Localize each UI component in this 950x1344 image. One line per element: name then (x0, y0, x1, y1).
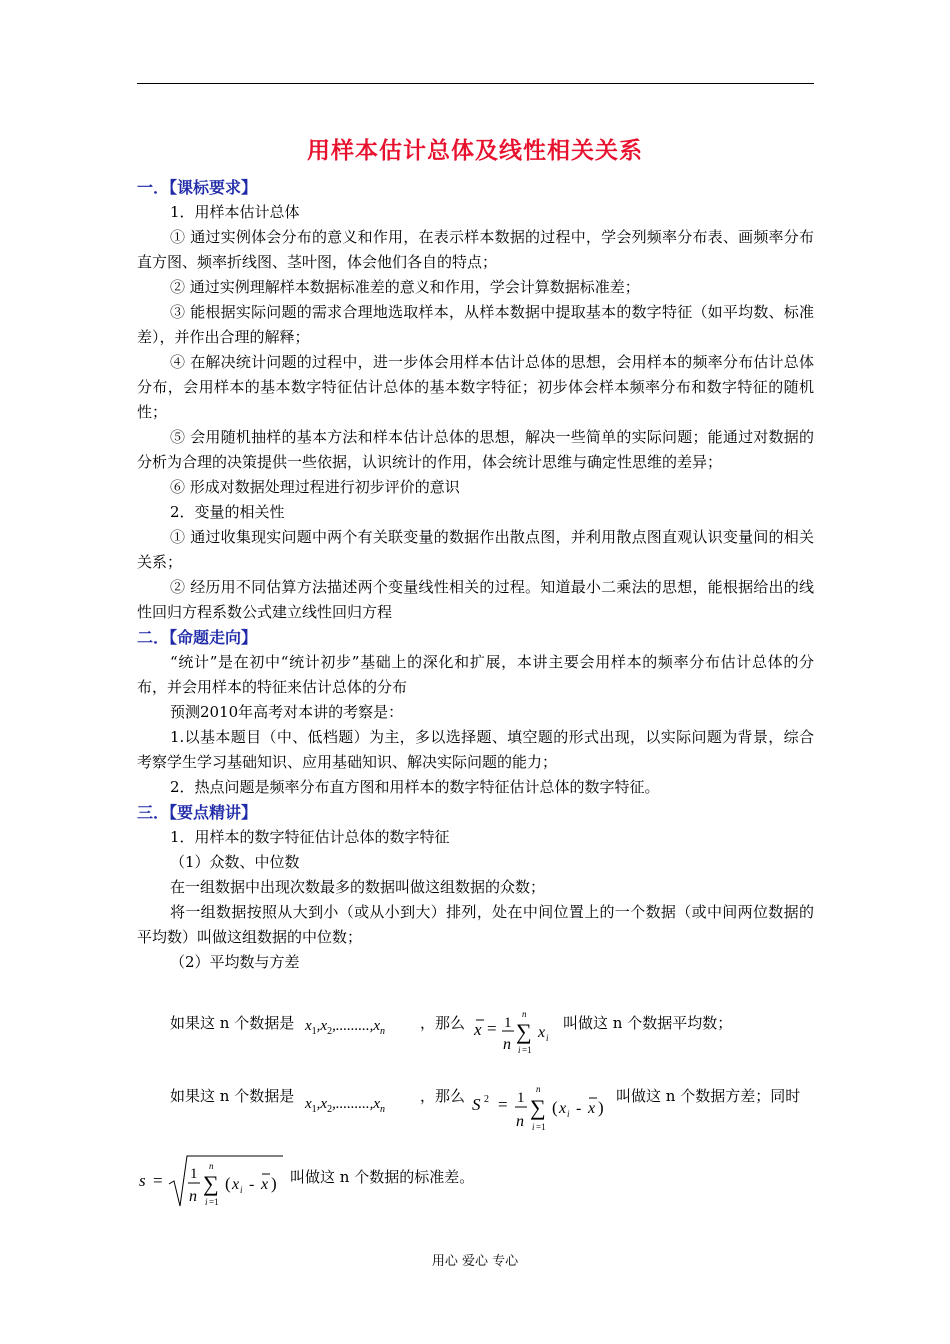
svg-text:=1: =1 (522, 1045, 532, 1055)
svg-text:i: i (240, 1185, 243, 1195)
document-title: 用样本估计总体及线性相关关系 (307, 138, 643, 164)
svg-text:x: x (474, 1020, 482, 1039)
section-heading: 一．【课标要求】 (137, 178, 258, 197)
svg-text:=: = (487, 1019, 497, 1038)
paragraph: 2．热点问题是频率分布直方图和用样本的数字特征估计总体的数字特征。 (170, 778, 660, 796)
svg-text:=1: =1 (209, 1197, 219, 1207)
svg-text:): ) (598, 1098, 604, 1117)
svg-text:(: ( (225, 1174, 231, 1193)
svg-text:i: i (567, 1109, 570, 1119)
formula-std-suffix: 叫做这 n 个数据的标准差。 (290, 1168, 475, 1186)
svg-text:=: = (153, 1171, 163, 1190)
formula-variance-expression (470, 1080, 615, 1136)
formula-mean-data-list: $x_1,x_2,.........,x_n$ (305, 1018, 386, 1037)
formula-variance-prefix: 如果这 n 个数据是 (170, 1087, 295, 1105)
svg-text:=1: =1 (536, 1122, 546, 1132)
paragraph: 在一组数据中出现次数最多的数据叫做这组数据的众数； (170, 878, 546, 896)
svg-text:n: n (503, 1036, 511, 1053)
section-heading: 二．【命题走向】 (137, 628, 258, 647)
svg-text:-: - (576, 1100, 582, 1117)
paragraph: “统计”是在初中“统计初步”基础上的深化和扩展，本讲主要会用样本的频率分布估计总体的分布，并会用样本的特征来估计总体的分布 (137, 653, 814, 696)
svg-text:x: x (559, 1100, 567, 1117)
paragraph: ② 通过实例理解样本数据标准差的意义和作用，学会计算数据标准差； (170, 278, 640, 296)
formula-std-expression (137, 1150, 287, 1212)
svg-text:i: i (518, 1045, 521, 1055)
formula-mean-expression (470, 1005, 560, 1061)
formula-variance-data-list: $x_1,x_2,.........,x_n$ (305, 1096, 386, 1115)
paragraph: ⑤ 会用随机抽样的基本方法和样本估计总体的思想，解决一些简单的实际问题；能通过对数据的分析为合理的决策提供一些依据，认识统计的作用，体会统计思维与确定性思维的差异； (137, 428, 814, 471)
svg-text:n: n (189, 1188, 197, 1205)
paragraph: 将一组数据按照从大到小（或从小到大）排列，处在中间位置上的一个数据（或中间两位数据的平均数）叫做这组数据的中位数； (137, 903, 814, 946)
svg-text:x: x (261, 1176, 269, 1193)
svg-text:n: n (536, 1084, 541, 1094)
formula-mean-prefix: 如果这 n 个数据是 (170, 1014, 295, 1032)
svg-text:s: s (139, 1171, 146, 1190)
formula-mean-connector: ，那么 (420, 1014, 466, 1032)
svg-text:-: - (249, 1176, 255, 1193)
paragraph: 1.以基本题目（中、低档题）为主，多以选择题、填空题的形式出现，以实际问题为背景，综合考察学生学习基础知识、应用基础知识、解决实际问题的能力； (137, 728, 814, 771)
paragraph: （2）平均数与方差 (170, 953, 300, 971)
paragraph: 1．用样本估计总体 (170, 203, 300, 221)
page-footer: 用心 爱心 专心 (431, 1254, 519, 1269)
paragraph: （1）众数、中位数 (170, 853, 300, 871)
formula-variance-suffix: 叫做这 n 个数据方差；同时 (616, 1087, 801, 1105)
svg-text:n: n (209, 1161, 214, 1171)
header-rule (137, 83, 814, 84)
paragraph: ② 经历用不同估算方法描述两个变量线性相关的过程。知道最小二乘法的思想，能根据给出的线性回归方程系数公式建立线性回归方程 (137, 578, 814, 621)
svg-text:1: 1 (504, 1015, 512, 1031)
svg-text:∑: ∑ (203, 1171, 219, 1196)
svg-text:∑: ∑ (516, 1019, 532, 1044)
paragraph: ⑥ 形成对数据处理过程进行初步评价的意识 (170, 478, 460, 496)
formula-mean-suffix: 叫做这 n 个数据平均数； (563, 1014, 733, 1032)
svg-text:S: S (472, 1095, 481, 1114)
svg-text:=: = (498, 1095, 508, 1114)
section-heading: 三．【要点精讲】 (137, 803, 258, 822)
svg-text:n: n (522, 1009, 527, 1019)
svg-text:i: i (546, 1033, 549, 1043)
svg-text:∑: ∑ (530, 1095, 546, 1120)
paragraph: 2．变量的相关性 (170, 503, 285, 521)
svg-text:i: i (532, 1122, 535, 1132)
svg-text:1: 1 (190, 1166, 198, 1182)
svg-text:i: i (205, 1197, 208, 1207)
svg-text:): ) (271, 1174, 277, 1193)
paragraph: ① 通过实例体会分布的意义和作用，在表示样本数据的过程中，学会列频率分布表、画频率分布直方图、频率折线图、茎叶图，体会他们各自的特点； (137, 228, 814, 271)
section-course-requirements (137, 175, 814, 975)
paragraph: 1．用样本的数字特征估计总体的数字特征 (170, 828, 450, 846)
paragraph: ④ 在解决统计问题的过程中，进一步体会用样本估计总体的思想，会用样本的频率分布估计总体分布，会用样本的基本数字特征估计总体的基本数字特征；初步体会样本频率分布和数字特征的随机性； (137, 353, 814, 421)
svg-text:x: x (588, 1100, 596, 1117)
paragraph: ① 通过收集现实问题中两个有关联变量的数据作出散点图，并利用散点图直观认识变量间的相关关系； (137, 528, 814, 571)
paragraph: 预测2010年高考对本讲的考察是： (170, 703, 404, 721)
svg-text:(: ( (552, 1098, 558, 1117)
formula-variance-connector: ，那么 (420, 1087, 466, 1105)
svg-text:n: n (516, 1113, 524, 1130)
svg-text:x: x (232, 1176, 240, 1193)
svg-text:2: 2 (484, 1094, 489, 1105)
paragraph: ③ 能根据实际问题的需求合理地选取样本，从样本数据中提取基本的数字特征（如平均数、标准差），并作出合理的解释； (137, 303, 814, 346)
svg-text:x: x (538, 1024, 546, 1041)
svg-text:1: 1 (517, 1090, 525, 1106)
